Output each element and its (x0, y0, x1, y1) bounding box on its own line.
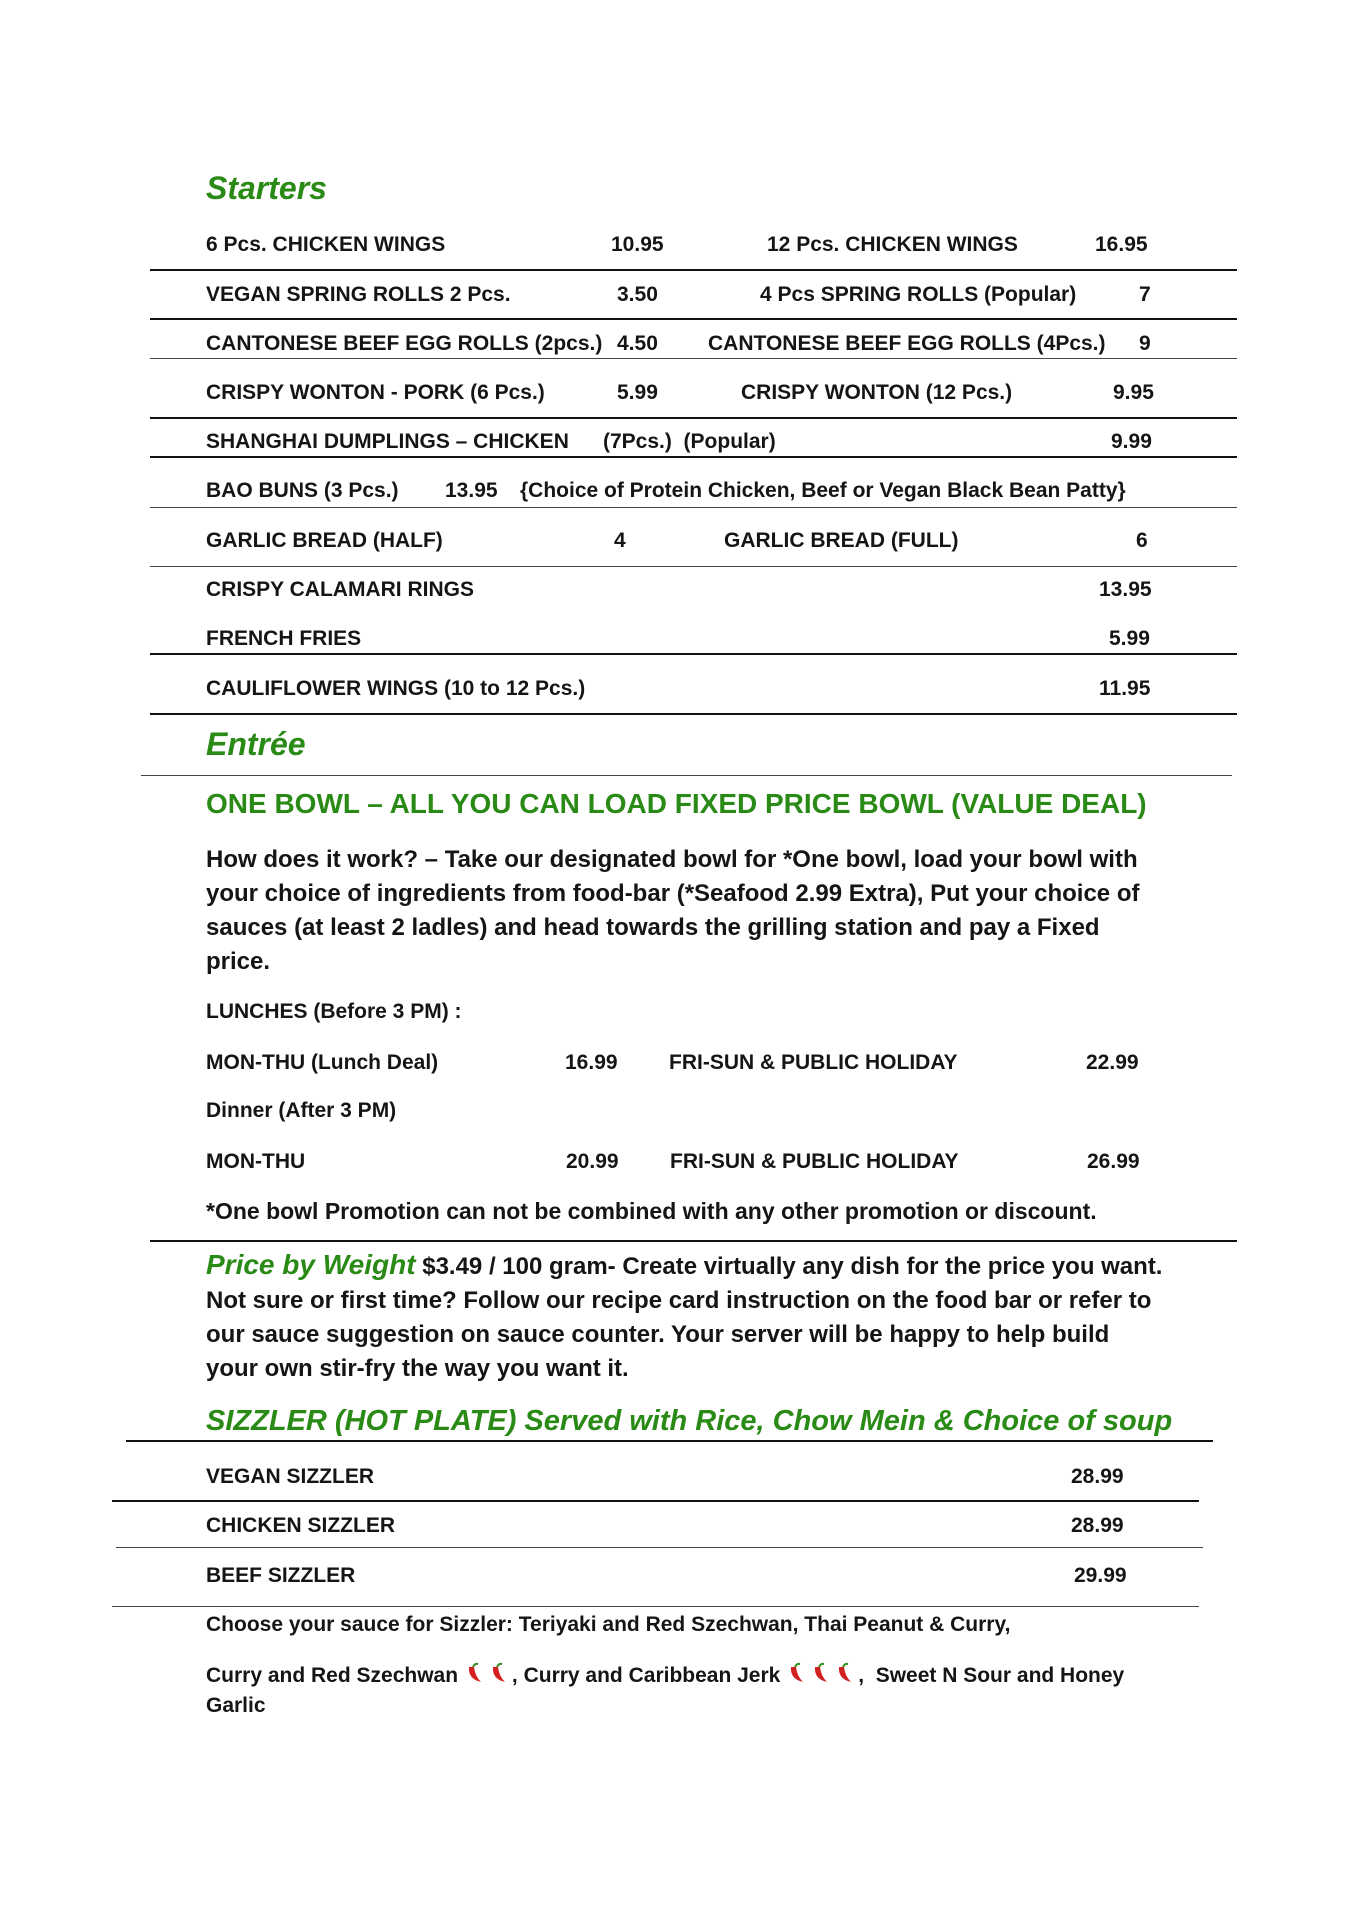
entree-heading: Entrée (206, 726, 306, 762)
item-name: CRISPY WONTON - PORK (6 Pcs.) (206, 381, 545, 404)
chili-pepper-icon (787, 1661, 809, 1685)
item-price: 4 (614, 529, 626, 552)
item-price: 9.95 (1113, 381, 1154, 404)
one-bowl-disclaimer: *One bowl Promotion can not be combined with any other promotion or discount. (206, 1198, 1097, 1224)
sizzler-row (0, 1556, 1358, 1596)
row-divider (112, 1606, 1199, 1607)
row-divider (150, 507, 1237, 508)
item-name: 6 Pcs. CHICKEN WINGS (206, 233, 446, 256)
item-name: 12 Pcs. CHICKEN WINGS (767, 233, 1018, 256)
section-divider (141, 775, 1232, 776)
row-divider (150, 318, 1237, 320)
row-divider (150, 566, 1237, 567)
item-note: {Choice of Protein Chicken, Beef or Vegan Black Bean Patty} (520, 479, 1126, 502)
item-price: 5.99 (1109, 627, 1150, 650)
sizzler-heading: SIZZLER (HOT PLATE) Served with Rice, Chow Mein & Choice of soup (206, 1405, 1173, 1437)
menu-row (0, 669, 1358, 709)
menu-row (0, 471, 1358, 511)
menu-row (0, 570, 1358, 610)
sizzler-sauce-line: Choose your sauce for Sizzler: Teriyaki and Red Szechwan, Thai Peanut & Curry, (206, 1613, 1011, 1636)
item-name: CANTONESE BEEF EGG ROLLS (2pcs.) (206, 332, 603, 355)
item-price: 6 (1136, 529, 1148, 552)
price-by-weight-text: $3.49 / 100 gram- Create virtually any dish for the price you want. Not sure or first time? Follow our recipe card instruction on the food bar or refer to our sauce suggestion on sauce counter. Your server will be happy to help build your own stir-fry the way you want it. (206, 1253, 1163, 1382)
item-detail: (7Pcs.) (Popular) (603, 430, 776, 453)
item-price: 28.99 (1071, 1465, 1124, 1488)
item-name: FRI-SUN & PUBLIC HOLIDAY (670, 1150, 959, 1173)
item-price: 10.95 (611, 233, 664, 256)
item-price: 26.99 (1087, 1150, 1140, 1173)
item-price: 9.99 (1111, 430, 1152, 453)
item-name: CAULIFLOWER WINGS (10 to 12 Pcs.) (206, 677, 586, 700)
item-price: 11.95 (1099, 677, 1151, 700)
item-name: BAO BUNS (3 Pcs.) (206, 479, 399, 502)
item-price: 16.99 (565, 1051, 618, 1074)
row-divider (116, 1547, 1203, 1548)
dinner-row (0, 1142, 1358, 1182)
menu-row (0, 373, 1358, 413)
price-by-weight-label: Price by Weight (206, 1249, 416, 1280)
item-price: 29.99 (1074, 1564, 1127, 1587)
chili-pepper-icon (489, 1661, 511, 1685)
sauce-option: Curry and Red Szechwan (206, 1664, 459, 1687)
sizzler-row (0, 1506, 1358, 1546)
item-price: 7 (1139, 283, 1151, 306)
price-by-weight (206, 1248, 1166, 1386)
row-divider (150, 713, 1237, 715)
item-name: CRISPY WONTON (12 Pcs.) (741, 381, 1013, 404)
item-name: FRI-SUN & PUBLIC HOLIDAY (669, 1051, 958, 1074)
starters-heading: Starters (206, 170, 327, 206)
row-divider (150, 653, 1237, 655)
menu-row (0, 521, 1358, 561)
row-divider (150, 456, 1237, 458)
one-bowl-heading: ONE BOWL – ALL YOU CAN LOAD FIXED PRICE BOWL (VALUE DEAL) (206, 788, 1147, 819)
sizzler-row (0, 1457, 1358, 1497)
lunch-label: LUNCHES (Before 3 PM) : (206, 1000, 462, 1023)
item-name: GARLIC BREAD (HALF) (206, 529, 443, 552)
chili-pepper-icon (811, 1661, 833, 1685)
lunch-row (0, 1043, 1358, 1083)
row-divider (112, 1500, 1199, 1502)
item-name: CRISPY CALAMARI RINGS (206, 578, 474, 601)
item-price: 9 (1139, 332, 1151, 355)
item-price: 5.99 (617, 381, 658, 404)
row-divider (150, 358, 1237, 359)
item-price: 3.50 (617, 283, 658, 306)
section-divider (126, 1440, 1213, 1442)
sauce-option: , Curry and Caribbean Jerk (511, 1664, 781, 1687)
item-name: MON-THU (Lunch Deal) (206, 1051, 439, 1074)
item-name: CHICKEN SIZZLER (206, 1514, 395, 1537)
menu-row (0, 275, 1358, 315)
item-price: 4.50 (617, 332, 658, 355)
row-divider (150, 269, 1237, 271)
item-name: VEGAN SIZZLER (206, 1465, 375, 1488)
item-name: GARLIC BREAD (FULL) (724, 529, 959, 552)
item-price: 28.99 (1071, 1514, 1124, 1537)
sizzler-sauce-options (206, 1660, 1124, 1692)
item-price: 20.99 (566, 1150, 619, 1173)
item-price: 13.95 (445, 479, 498, 502)
menu-row (0, 225, 1358, 265)
dinner-label: Dinner (After 3 PM) (206, 1099, 397, 1122)
item-price: 22.99 (1086, 1051, 1139, 1074)
item-name: CANTONESE BEEF EGG ROLLS (4Pcs.) (708, 332, 1106, 355)
item-name: VEGAN SPRING ROLLS 2 Pcs. (206, 283, 511, 306)
item-name: MON-THU (206, 1150, 306, 1173)
item-name: BEEF SIZZLER (206, 1564, 356, 1587)
item-name: 4 Pcs SPRING ROLLS (Popular) (760, 283, 1077, 306)
row-divider (150, 417, 1237, 419)
item-price: 13.95 (1099, 578, 1152, 601)
sizzler-sauce-options-cont: Garlic (206, 1694, 266, 1717)
one-bowl-description: How does it work? – Take our designated bowl for *One bowl, load your bowl with your choice of ingredients from food-bar (*Seafood 2.99 Extra), Put your choice of sauces (at least 2 ladles) and head towards the grilling station and pay a Fixed price. (206, 846, 1140, 975)
item-price: 16.95 (1095, 233, 1148, 256)
section-divider (150, 1240, 1237, 1242)
item-name: FRENCH FRIES (206, 627, 362, 650)
chili-pepper-icon (465, 1661, 487, 1685)
sauce-option: , Sweet N Sour and Honey (858, 1664, 1125, 1687)
item-name: SHANGHAI DUMPLINGS – CHICKEN (206, 430, 569, 453)
chili-pepper-icon (835, 1661, 857, 1685)
